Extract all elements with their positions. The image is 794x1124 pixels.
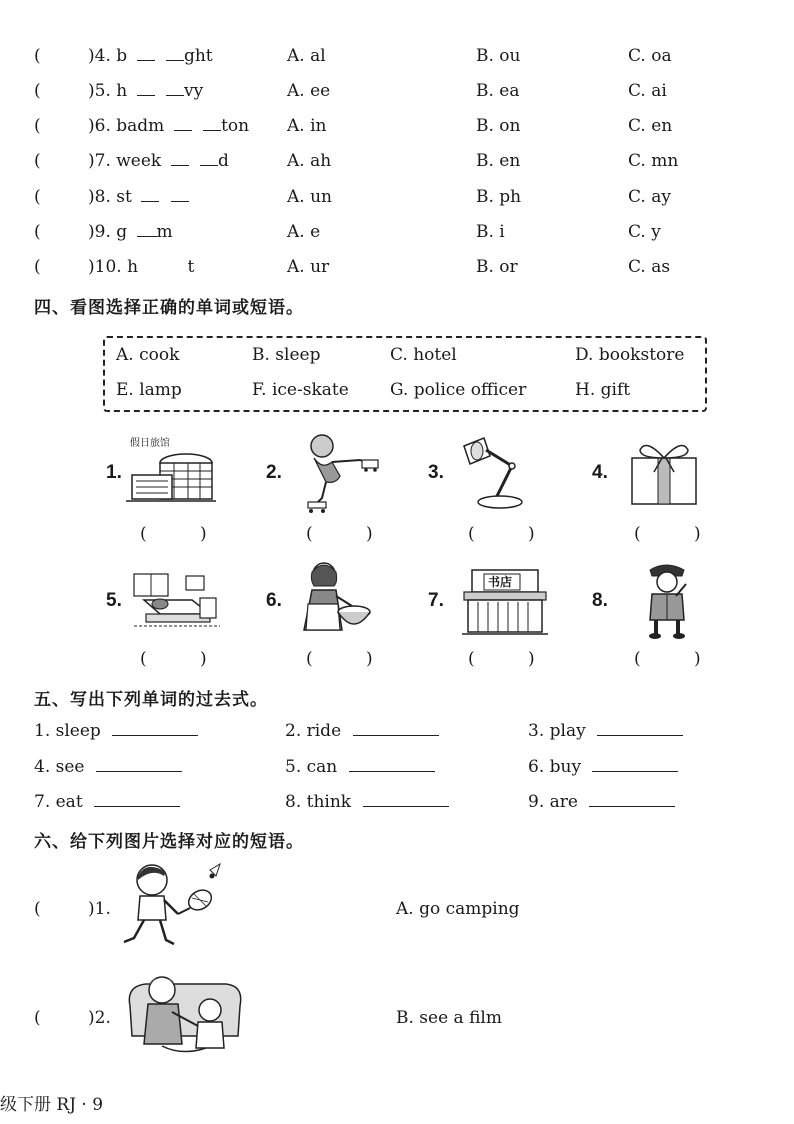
option-b: B. ea [476, 81, 520, 101]
option-a: A. in [287, 116, 327, 136]
answer-paren-open: ( [140, 524, 147, 544]
answer-paren: ( [34, 46, 41, 66]
section-title-6: 六、给下列图片选择对应的短语。 [34, 832, 304, 852]
option-a: A. ee [287, 81, 331, 101]
answer-paren-close: ) [694, 649, 701, 669]
answer-paren-open: ( [468, 649, 475, 669]
word-label: 8. think [285, 792, 352, 812]
bedroom-icon [130, 570, 222, 630]
answer-paren-open: ( [468, 524, 475, 544]
question-4 [88, 46, 213, 66]
picture-number: 7. [428, 590, 444, 611]
past-tense-item [528, 757, 678, 777]
skater-icon [296, 432, 384, 514]
bookstore-picture [462, 566, 548, 636]
word-choice: C. hotel [390, 345, 457, 365]
past-tense-item [34, 792, 180, 812]
lamp-picture [456, 432, 532, 512]
letter-blank [171, 200, 189, 202]
page-footer: 级下册 RJ · 9 [0, 1095, 104, 1115]
phrase-option: A. go camping [396, 899, 520, 919]
police-officer-picture [640, 560, 694, 640]
desk-lamp-icon [456, 432, 532, 512]
option-a: A. ur [287, 257, 330, 277]
word-label: 3. play [528, 721, 586, 741]
answer-paren: ( [34, 187, 41, 207]
cook-picture [294, 560, 374, 640]
answer-blank[interactable] [353, 734, 439, 736]
option-b: B. en [476, 151, 521, 171]
answer-paren-close: ) [366, 649, 373, 669]
family-sofa-icon [122, 966, 246, 1058]
past-tense-item [34, 721, 198, 741]
family-picture [122, 966, 246, 1058]
letter-blank [141, 200, 159, 202]
question-tail: t [187, 257, 195, 277]
word-label: 2. ride [285, 721, 342, 741]
answer-blank[interactable] [589, 805, 675, 807]
answer-paren-open: ( [634, 649, 641, 669]
answer-blank[interactable] [592, 770, 678, 772]
answer-blank[interactable] [94, 805, 180, 807]
answer-paren-close: ) [528, 524, 535, 544]
answer-paren: ( [34, 899, 41, 919]
answer-paren: ( [34, 151, 41, 171]
option-b: B. ph [476, 187, 522, 207]
question-7 [88, 151, 229, 171]
question-5 [88, 81, 203, 101]
option-b: B. ou [476, 46, 521, 66]
letter-blank [200, 164, 218, 166]
option-b: B. on [476, 116, 521, 136]
past-tense-item [285, 792, 449, 812]
option-a: A. al [287, 46, 326, 66]
option-c: C. as [628, 257, 671, 277]
option-a: A. e [287, 222, 321, 242]
letter-blank [171, 164, 189, 166]
gift-box-icon [626, 438, 702, 508]
question-8 [88, 187, 189, 207]
question-tail: ton [221, 116, 250, 136]
answer-blank[interactable] [96, 770, 182, 772]
option-c: C. ay [628, 187, 671, 207]
picture-number: 8. [592, 590, 608, 611]
answer-paren-close: ) [200, 524, 207, 544]
option-b: B. or [476, 257, 518, 277]
past-tense-item [34, 757, 182, 777]
option-c: C. oa [628, 46, 672, 66]
answer-paren-close: ) [200, 649, 207, 669]
answer-paren-close: ) [528, 649, 535, 669]
question-tail: m [156, 222, 173, 242]
picture-number: 4. [592, 462, 608, 483]
letter-blank [174, 129, 192, 131]
hotel-icon [126, 449, 222, 507]
letter-blank [137, 59, 155, 61]
past-tense-item [528, 721, 683, 741]
option-a: A. ah [287, 151, 332, 171]
word-choice: B. sleep [252, 345, 321, 365]
word-label: 5. can [285, 757, 338, 777]
cooking-woman-icon [294, 560, 374, 640]
past-tense-item [528, 792, 675, 812]
option-a: A. un [287, 187, 332, 207]
word-label: 7. eat [34, 792, 83, 812]
sleep-picture [130, 570, 222, 630]
badminton-boy-icon [116, 860, 228, 952]
option-b: B. i [476, 222, 505, 242]
ice-skate-picture [296, 432, 384, 514]
word-choice: H. gift [575, 380, 631, 400]
badminton-picture [116, 860, 228, 952]
question-tail: d [218, 151, 229, 171]
question-tail: ght [183, 46, 213, 66]
word-choice: F. ice-skate [252, 380, 349, 400]
letter-blank [137, 94, 155, 96]
question-9 [88, 222, 173, 242]
hotel-picture [126, 434, 222, 507]
answer-paren-open: ( [140, 649, 147, 669]
section-title-5: 五、写出下列单词的过去式。 [34, 690, 268, 710]
word-choice: D. bookstore [575, 345, 685, 365]
answer-paren: ( [34, 116, 41, 136]
bookstore-sign: 书店 [488, 575, 513, 589]
answer-paren-open: ( [306, 649, 313, 669]
answer-blank[interactable] [349, 770, 435, 772]
gift-picture [626, 438, 702, 508]
letter-blank [166, 59, 184, 61]
question-6 [88, 116, 249, 136]
word-label: 4. see [34, 757, 85, 777]
answer-paren-close: ) [366, 524, 373, 544]
answer-paren: ( [34, 81, 41, 101]
question-number: )2. [88, 1008, 111, 1028]
picture-number: 5. [106, 590, 122, 611]
option-c: C. en [628, 116, 673, 136]
word-choice: G. police officer [390, 380, 527, 400]
past-tense-item [285, 757, 435, 777]
answer-paren-close: ) [694, 524, 701, 544]
question-stem: )10. h [88, 257, 139, 277]
answer-blank[interactable] [597, 734, 683, 736]
answer-paren-open: ( [306, 524, 313, 544]
phrase-option: B. see a film [396, 1008, 502, 1028]
past-tense-item [285, 721, 439, 741]
letter-blank [203, 129, 221, 131]
question-number: )1. [88, 899, 111, 919]
picture-number: 2. [266, 462, 282, 483]
question-stem: )5. h [88, 81, 128, 101]
word-label: 6. buy [528, 757, 582, 777]
police-officer-icon [640, 560, 694, 640]
question-10 [88, 257, 194, 277]
question-stem: )4. b [88, 46, 128, 66]
question-tail: vy [184, 81, 204, 101]
picture-number: 6. [266, 590, 282, 611]
answer-paren: ( [34, 257, 41, 277]
letter-blank [166, 94, 184, 96]
word-choice: A. cook [116, 345, 180, 365]
picture-number: 1. [106, 462, 122, 483]
option-c: C. ai [628, 81, 667, 101]
question-stem: )9. g [88, 222, 128, 242]
answer-paren-open: ( [634, 524, 641, 544]
word-label: 1. sleep [34, 721, 101, 741]
answer-blank[interactable] [112, 734, 198, 736]
section-title-4: 四、看图选择正确的单词或短语。 [34, 298, 304, 318]
answer-paren: ( [34, 222, 41, 242]
option-c: C. y [628, 222, 661, 242]
answer-blank[interactable] [363, 805, 449, 807]
question-stem: )8. st [88, 187, 132, 207]
letter-blank [137, 235, 157, 237]
hotel-sign: 假日旅馆 [130, 438, 170, 449]
question-stem: )7. week [88, 151, 162, 171]
word-choice: E. lamp [116, 380, 182, 400]
option-c: C. mn [628, 151, 679, 171]
picture-number: 3. [428, 462, 444, 483]
answer-paren: ( [34, 1008, 41, 1028]
word-label: 9. are [528, 792, 578, 812]
question-stem: )6. badm [88, 116, 165, 136]
